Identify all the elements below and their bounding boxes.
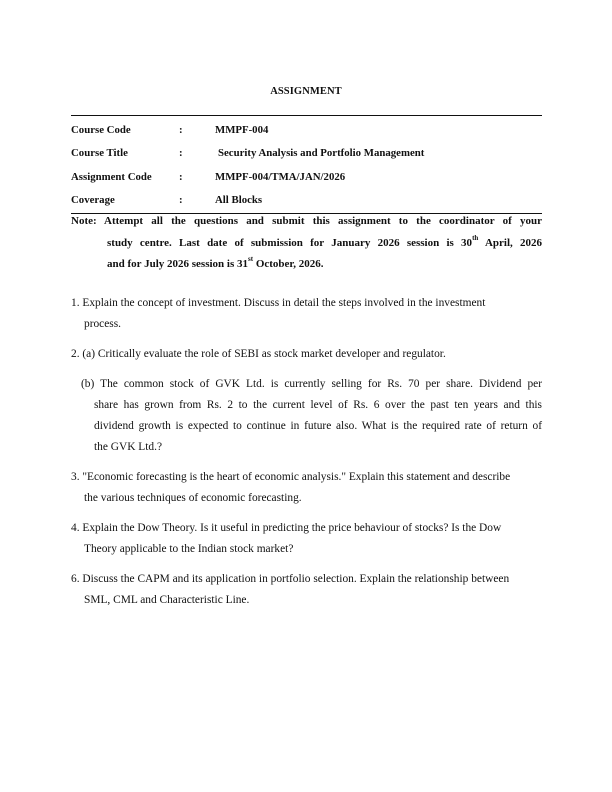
question-text: Theory applicable to the Indian stock market? <box>84 543 294 555</box>
info-value: All Blocks <box>215 194 263 207</box>
info-row-course-code <box>71 118 542 142</box>
question-text: share has grown from Rs. 2 to the current level of Rs. 6 over the past ten years and this <box>94 399 542 411</box>
note-text: and for July 2026 session is 31 <box>107 258 248 270</box>
question-text: process. <box>84 318 122 330</box>
note-line <box>71 233 542 255</box>
note-text: Attempt all the questions and submit this assignment to the coordinator of your <box>104 215 542 227</box>
question-text: (b) The common stock of GVK Ltd. is currently selling for Rs. 70 per share. Dividend per <box>81 378 542 390</box>
info-value: MMPF-004/TMA/JAN/2026 <box>215 170 346 183</box>
info-value: MMPF-004 <box>215 123 269 136</box>
question-text: 3. "Economic forecasting is the heart of economic analysis." Explain this statement and describe <box>71 471 511 483</box>
question-text: dividend growth is expected to continue in future also. What is the required rate of return of <box>94 420 542 432</box>
info-label: Coverage <box>71 194 115 207</box>
question-6 <box>71 569 542 611</box>
info-label: Assignment Code <box>71 170 152 183</box>
question-1 <box>71 293 542 335</box>
note-text: October, 2026. <box>253 258 324 270</box>
question-list <box>71 293 542 611</box>
note-text: study centre. Last date of submission for January 2026 session is 30 <box>107 236 473 249</box>
question-2a <box>71 344 542 365</box>
question-text: the various techniques of economic forecasting. <box>84 492 302 504</box>
question-text: 6. Discuss the CAPM and its application in portfolio selection. Explain the relationship between <box>71 573 510 585</box>
note-line <box>71 211 542 233</box>
question-text: 1. Explain the concept of investment. Discuss in detail the steps involved in the investment <box>71 297 486 309</box>
note-label: Note: <box>71 215 97 227</box>
question-2b <box>71 374 542 458</box>
question-text: the GVK Ltd.? <box>94 441 163 453</box>
note-text: April, 2026 <box>478 236 542 249</box>
page-title: ASSIGNMENT <box>270 86 342 97</box>
note-line <box>71 254 542 276</box>
info-colon: : <box>179 194 183 207</box>
question-text: SML, CML and Characteristic Line. <box>84 594 250 606</box>
ordinal-suffix: st <box>248 255 254 264</box>
ordinal-suffix: th <box>472 233 479 242</box>
course-info-table <box>71 115 542 214</box>
question-text: 2. (a) Critically evaluate the role of SEBI as stock market developer and regulator. <box>71 348 446 360</box>
question-3 <box>71 467 542 509</box>
info-colon: : <box>179 123 183 136</box>
info-row-course-title <box>71 142 542 166</box>
submission-note <box>71 211 542 276</box>
info-value: Security Analysis and Portfolio Management <box>218 147 425 160</box>
info-colon: : <box>179 147 183 160</box>
question-4 <box>71 518 542 560</box>
info-label: Course Title <box>71 147 128 160</box>
question-text: 4. Explain the Dow Theory. Is it useful in predicting the price behaviour of stocks? Is the Dow <box>71 522 502 534</box>
info-row-coverage <box>71 189 542 213</box>
info-colon: : <box>179 170 183 183</box>
info-label: Course Code <box>71 123 131 136</box>
info-row-assignment-code <box>71 165 542 189</box>
